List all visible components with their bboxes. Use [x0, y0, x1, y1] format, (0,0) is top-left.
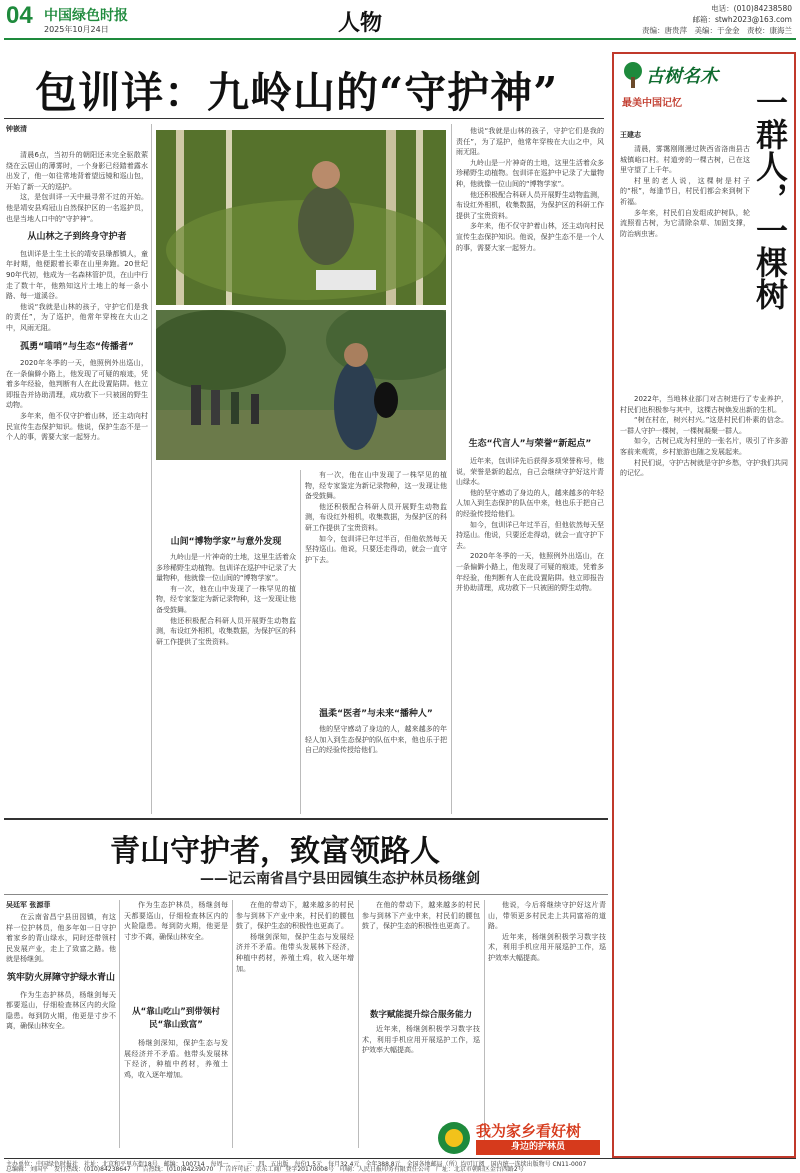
subhead-4: 温柔“医者”与未来“播种人”: [319, 709, 433, 719]
main-article-col1: 清晨6点，当初升的朝阳还未完全驱散萦绕在云居山的薄雾时，一个身影已经踏着露水出发了，他一如往常地背着望远镜和巡山包，开始了新一天的巡护。 这，是包训详一天中最寻常不过的开始。他是靖安县鸡冠山自然保护区的一名巡护员，也是当地人口中的“守护神”。 从山林之子到终身守护者 包训详是土生土长的靖安县璪都镇人，童年时期，他便跟着长辈在山里奔跑。20世纪90年代初，他成为一名森林管护员，在山中行走了数十年，他熟知这片土地上的每一条小路、每一道溪谷。 他说“我就是山林的孩子，守护它们是我的责任”，为了巡护，他常年穿梭在大山之中，风雨无阻。 孤勇“喵哨”与生态“传播者” 2020年冬季的一天，他照例外出巡山，在一条偏僻小路上，他发现了可疑的痕迹，凭着多年经验，他判断有人在此设置陷阱。他立即报告并协助清理，成功救下一只被困的野生动物。 多年来，他不仅守护着山林，还主动向村民宣传生态保护知识。他说，保护生态不是一个人的事，需要大家一起努力。: [6, 151, 148, 442]
page-number: 04: [6, 2, 33, 29]
bottom-subhead-3: 数字赋能提升综合服务能力: [369, 1010, 472, 1020]
photo-forest-worker: [156, 130, 446, 305]
bottom-subhead-2: 从“靠山吃山”到带领村民“靠山致富”: [132, 1007, 220, 1030]
banner-emblem: [436, 1120, 472, 1156]
right-headline: 一群人，一棵树: [751, 86, 789, 310]
main-article-col5: 近年来，包训详先后获得多项荣誉称号，他说，荣誉是新的起点，自己会继续守护好这片青山绿水。 他的坚守感动了身边的人，越来越多的年轻人加入到生态保护的队伍中来，他也乐于把自己的经验传授给他们。 如今，包训详已年过半百，但他依然每天坚持巡山。他说，只要还走得动，就会一直守护下去。 2020年冬季的一天，他照例外出巡山，在一条偏僻小路上，他发现了可疑的痕迹，凭着多年经验，他判断有人在此设置陷阱。他立即报告并协助清理，成功救下一只被困的野生动物。: [456, 457, 604, 593]
bottom-col4b: 近年来，杨继剑积极学习数字技术，利用手机应用开展巡护工作，巡护效率大幅提高。: [362, 1025, 480, 1055]
bottom-col1: 在云南省昌宁县田园镇，有这样一位护林员，他多年如一日守护着家乡的青山绿水，同时还带领村民发展产业，走上了致富之路。他就是杨继剑。 筑牢防火屏障守护绿水青山 作为生态护林员，杨继剑每天都要巡山，仔细检查林区内的火险隐患。每到防火期，他更是寸步不离，确保山林安全。: [6, 913, 116, 1031]
right-byline: 王建志: [620, 131, 641, 139]
right-article-body-2: 2022年，当地林业部门对古树进行了专业养护，村民们也积极参与其中，这棵古树焕发出新的生机。 “树在村在，树兴村兴。”这是村民们朴素的信念。一群人守护一棵树，一棵树凝聚一群人。 如今，古树已成为村里的一张名片，吸引了许多游客前来观赏，乡村旅游也随之发展起来。 村民们说，守护古树就是守护乡愁，守护我们共同的记忆。: [620, 395, 788, 478]
tree-icon: [622, 62, 644, 88]
footer-line-1: 主办单位：中国绿色时报社 社址：北京和平里东街18号 邮编：100714 每周一、二、三、四、五出版 每份1.5元 每月32.4元 全年388.8元 全国各地邮局（所）均可订阅 国内统一连续出版物号 CN11-0007: [6, 1161, 587, 1168]
bottom-col5: 他说，今后将继续守护好这片青山，带领更多村民走上共同富裕的道路。 近年来，杨继剑积极学习数字技术，利用手机应用开展巡护工作，巡护效率大幅提高。: [488, 901, 606, 962]
bottom-col2: 作为生态护林员，杨继剑每天都要巡山，仔细检查林区内的火险隐患。每到防火期，他更是寸步不离，确保山林安全。: [124, 901, 228, 941]
subhead-1: 从山林之子到终身守护者: [27, 232, 127, 243]
banner-sub-bar: 身边的护林员: [476, 1140, 600, 1155]
subhead-5: 生态“代言人”与荣誉“新起点”: [468, 439, 592, 449]
main-article-col3: 有一次，他在山中发现了一株罕见的植物，经专家鉴定为新记录物种，这一发现让他备受鼓舞。 他还积极配合科研人员开展野生动物监测，布设红外相机，收集数据，为保护区的科研工作提供了宝贵资料。 如今，包训详已年过半百，但他依然每天坚持巡山。他说，只要还走得动，就会一直守护下去。: [305, 471, 447, 564]
brand-subtitle: 最美中国记忆: [622, 98, 682, 109]
banner-main-text: 我为家乡看好树: [476, 1122, 582, 1140]
right-article-body: 清晨，雾霭刚刚漫过陕西省洛南县古城镇峪口村。村道旁的一棵古树，已在这里守望了上千年。 村里的老人说，这棵树是村子的“根”，每逢节日，村民们都会来到树下祈福。 多年来，村民们自发组成护树队，轮流照看古树，为它清除杂草、加固支撑，防治病虫害。: [620, 145, 750, 238]
bottom-subheadline: ——记云南省昌宁县田园镇生态护林员杨继剑: [200, 871, 480, 887]
main-article-col2: 九岭山是一片神奇的土地，这里生活着众多珍稀野生动植物。包训详在巡护中记录了大量物种，他就像一位山间的“博物学家”。 有一次，他在山中发现了一株罕见的植物，经专家鉴定为新记录物种，这一发现让他备受鼓舞。 他还积极配合科研人员开展野生动物监测，布设红外相机，收集数据，为保护区的科研工作提供了宝贵资料。: [156, 553, 296, 646]
contact-email: 邮箱：stwh2023@163.com: [692, 15, 792, 24]
paper-name: 中国绿色时报: [44, 8, 128, 24]
contact-phone: 电话：(010)84238580: [711, 4, 792, 13]
photo-patrol-team: [156, 310, 446, 460]
bottom-subhead-1: 筑牢防火屏障守护绿水青山: [6, 972, 115, 983]
page-header: [0, 0, 800, 40]
campaign-banner: [436, 1118, 604, 1158]
footer-line-2: 总编辑：刘国平 发行热线：(010)84238647 广告热线：(010)84239070 广告许可证：京东工商广登字20170008号 印刷：人民日报印务有限责任公司 广址：北京市朝阳区金台西路2号: [6, 1166, 524, 1173]
main-article-col3b: 他的坚守感动了身边的人，越来越多的年轻人加入到生态保护的队伍中来，他也乐于把自己的经验传授给他们。: [305, 725, 447, 755]
bottom-headline: 青山守护者，致富领路人: [110, 834, 440, 869]
editor-credits: 责编：唐贵萍 美编：于金金 责校：康海兰: [642, 26, 792, 35]
bottom-byline: 吴廷军 张源菲: [6, 901, 51, 909]
main-byline: 钟嵌清: [6, 125, 27, 133]
issue-date: 2025年10月24日: [44, 25, 109, 34]
brand-logo: [622, 62, 730, 124]
bottom-col4: 在他的带动下，越来越多的村民参与到林下产业中来，村民们的腰包鼓了，保护生态的积极性也更高了。: [362, 901, 480, 931]
bottom-col2b: 杨继剑深知，保护生态与发展经济并不矛盾。他带头发展林下经济，种植中药材，养殖土鸡，收入逐年增加。: [124, 1039, 228, 1079]
main-headline: 包训详：九岭山的“守护神”: [35, 68, 559, 117]
subhead-3: 山间“博物学家”与意外发现: [170, 537, 282, 547]
section-title: 人物: [338, 10, 383, 36]
subhead-2: 孤勇“喵哨”与生态“传播者”: [20, 341, 134, 352]
main-article-col4: 他说“我就是山林的孩子，守护它们是我的责任”，为了巡护，他常年穿梭在大山之中，风雨无阻。 九岭山是一片神奇的土地，这里生活着众多珍稀野生动植物。包训详在巡护中记录了大量物种，他就像一位山间的“博物学家”。 他还积极配合科研人员开展野生动物监测，布设红外相机，收集数据，为保护区的科研工作提供了宝贵资料。 多年来，他不仅守护着山林，还主动向村民宣传生态保护知识。他说，保护生态不是一个人的事，需要大家一起努力。: [456, 127, 604, 252]
bottom-col3: 在他的带动下，越来越多的村民参与到林下产业中来，村民们的腰包鼓了，保护生态的积极性也更高了。 杨继剑深知，保护生态与发展经济并不矛盾。他带头发展林下经济，种植中药材，养殖土鸡，收入逐年增加。: [236, 901, 354, 973]
brand-title: 古树名木: [646, 66, 718, 87]
right-article-box: [612, 52, 796, 1158]
